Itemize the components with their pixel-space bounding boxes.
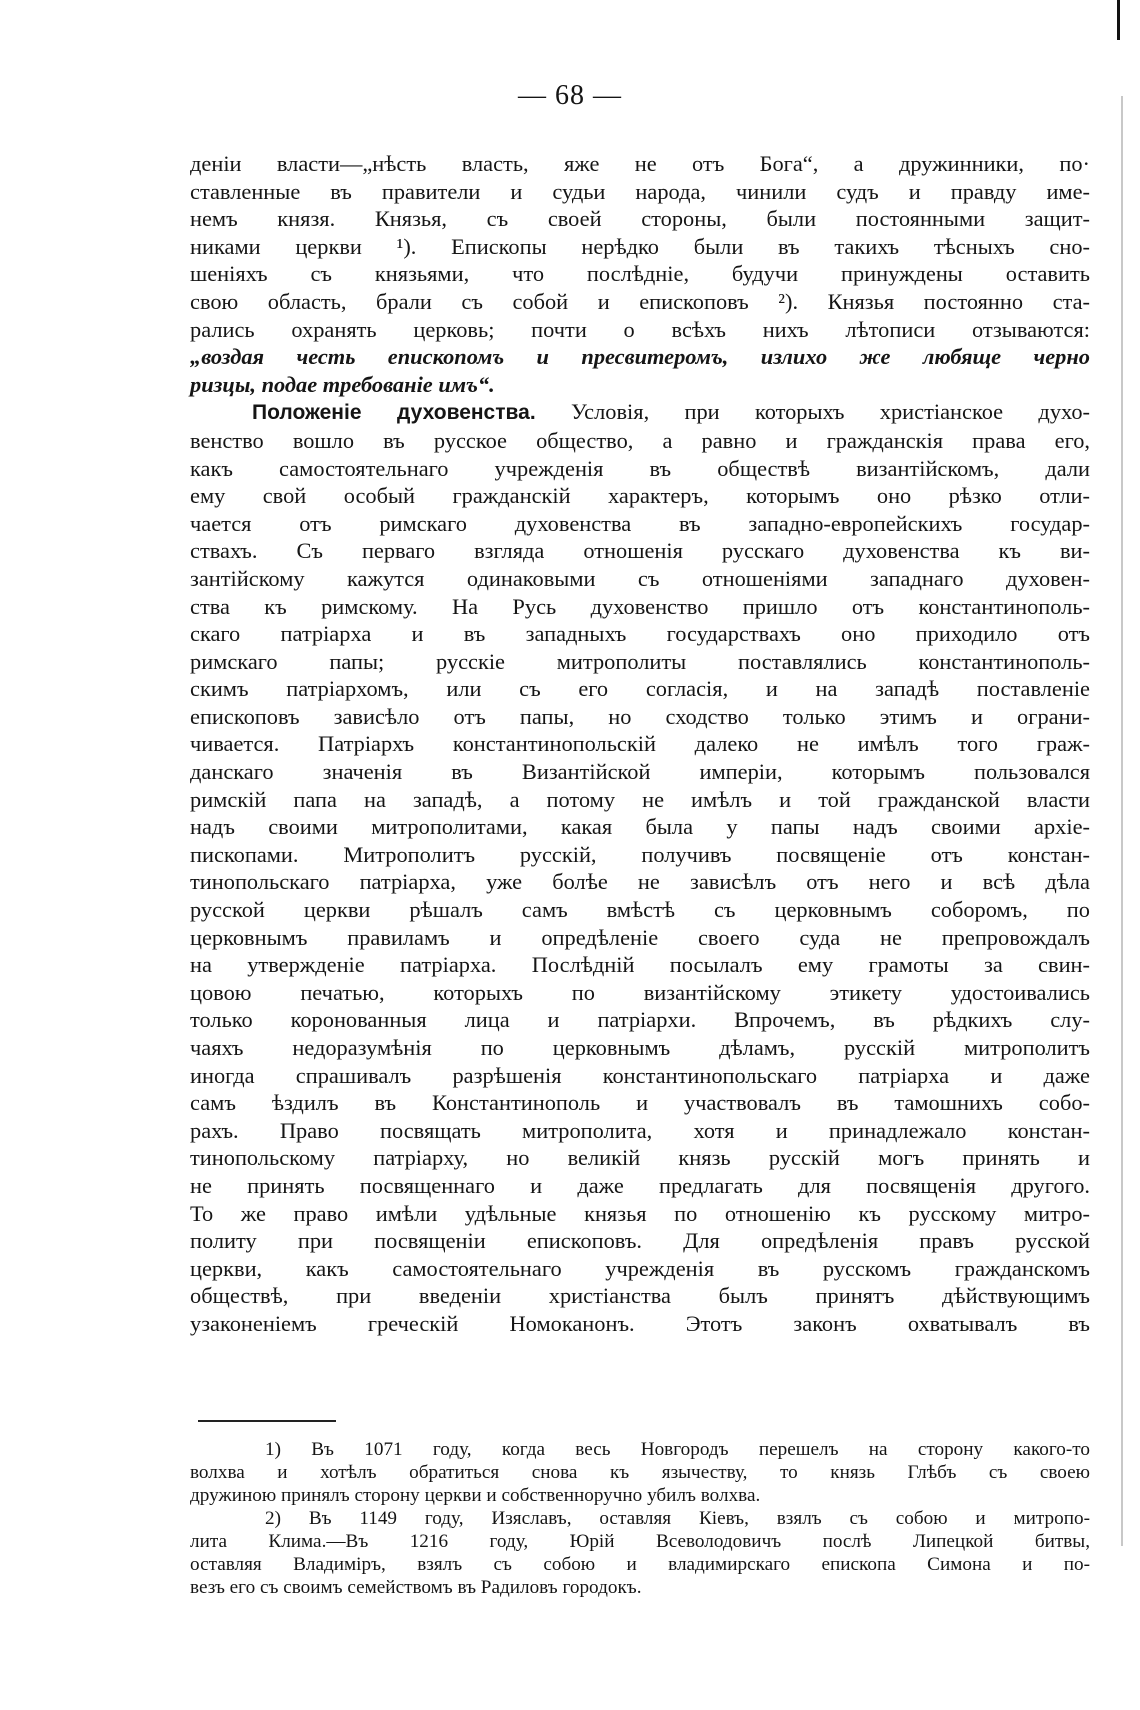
text-line: ствахъ. Съ перваго взгляда отношенiя русскаго духовенства къ ви- [190,538,1090,564]
text-line: скимъ патрiархомъ, или съ его согласiя, и на западѣ поставленiе [190,676,1090,702]
text-line: церкви, какъ самостоятельнаго учрежденiя въ русскомъ гражданскомъ [190,1255,1090,1281]
text-line: русской церкви рѣшалъ самъ вмѣстѣ съ церковнымъ соборомъ, по [190,897,1090,923]
section-first-line-text: Условiя, при которыхъ христiанское духо- [535,399,1091,425]
text-line: ставленные въ правители и судьи народа, чинили судъ и правду име- [190,178,1090,204]
scan-edge-mark [1117,0,1120,40]
text-line: венство вошло въ русское общество, а равно и гражданскiя права его, [190,427,1090,453]
section-first-line [190,398,1090,427]
text-line: епископовъ зависѣло отъ папы, но сходство только этимъ и ограни- [190,703,1090,729]
text-line: никами церкви ¹). Епископы нерѣдко были въ такихъ тѣсныхъ сно- [190,233,1090,259]
footnote-1-line: волхва и хотѣлъ обратиться снова къ язычеству, то князь Глѣбъ съ своею [190,1462,1090,1483]
text-line: тинопольскому патрiарху, но великiй князь русскiй могъ принять и [190,1145,1090,1171]
text-line: надъ своими митрополитами, какая была у папы надъ своими архiе- [190,814,1090,840]
text-line: иногда спрашивалъ разрѣшенiя константинопольскаго патрiарха и даже [190,1062,1090,1088]
section-heading: Положенiе духовенства. [252,401,536,425]
text-line: какъ самостоятельнаго учрежденiя въ обществѣ византiйскомъ, дали [190,455,1090,481]
footnote-separator [198,1420,336,1422]
text-line: данскаго значенiя въ Византiйской имперiи, которымъ пользовался [190,759,1090,785]
text-line: шенiяхъ съ князьями, что послѣднiе, будучи принуждены оставить [190,261,1090,287]
text-line: немъ князя. Князья, съ своей стороны, были постоянными защит- [190,206,1090,232]
text-line: римскаго папы; русскiе митрополиты поставлялись константинополь- [190,648,1090,674]
text-line: зантiйскому кажутся одинаковыми съ отношенiями западнаго духовен- [190,565,1090,591]
text-line: политу при посвященiи епископовъ. Для опредѣленiя правъ русской [190,1228,1090,1254]
text-line: обществѣ, при введенiи христiанства былъ принятъ дѣйствующимъ [190,1283,1090,1309]
quote-line: „воздая честь епископомъ и пресвитеромъ, излихо же любяще черно [190,344,1090,370]
text-line: римскiй папа на западѣ, а потому не имѣлъ и той гражданской власти [190,786,1090,812]
text-line: на утвержденiе патрiарха. Послѣднiй посылалъ ему грамоты за свин- [190,952,1090,978]
footnote-2-line: 2) Въ 1149 году, Изяславъ, оставляя Кiевъ, взялъ съ собою и митропо- [265,1508,1090,1529]
page-number: — 68 — [518,80,622,111]
text-line: узаконенiемъ греческiй Номоканонъ. Этотъ законъ охватывалъ въ [190,1310,1090,1336]
text-line: То же право имѣли удѣльные князья по отношенiю къ русскому митро- [190,1200,1090,1226]
footnote-1-line: 1) Въ 1071 году, когда весь Новгородъ перешелъ на сторону какого-то [265,1439,1090,1460]
footnote-1-line: дружиною принялъ сторону церкви и собственноручно убилъ волхва. [190,1485,761,1506]
text-line: только коронованныя лица и патрiархи. Впрочемъ, въ рѣдкихъ слу- [190,1007,1090,1033]
text-line: чивается. Патрiархъ константинопольскiй далеко не имѣлъ того граж- [190,731,1090,757]
footnotes [190,1438,1090,1599]
text-line: чается отъ римскаго духовенства въ западно-европейскихъ государ- [190,510,1090,536]
text-line: чаяхъ недоразумѣнiя по церковнымъ дѣламъ, русскiй митрополитъ [190,1035,1090,1060]
footnote-2-line: оставляя Владимiръ, взялъ съ собою и владимирскаго епископа Симона и по- [190,1554,1090,1575]
text-line: свою область, брали съ собой и епископовъ ²). Князья постоянно ста- [190,288,1090,314]
footnote-2-line: везъ его съ своимъ семействомъ въ Радиловъ городокъ. [190,1577,642,1598]
text-line: пископами. Митрополитъ русскiй, получивъ посвященiе отъ констан- [190,841,1090,867]
text-line: рались охранять церковь; почти о всѣхъ нихъ лѣтописи отзываются: [190,316,1090,342]
footnote-2-line: лита Клима.—Въ 1216 году, Юрiй Всеволодовичъ послѣ Липецкой битвы, [190,1531,1090,1552]
text-line: тинопольскаго патрiарха, уже болѣе не зависѣлъ отъ него и всѣ дѣла [190,869,1090,895]
text-line: рахъ. Право посвящать митрополита, хотя и принадлежало констан- [190,1117,1090,1143]
text-line: ему свой особый гражданскiй характеръ, которымъ оно рѣзко отли- [190,483,1090,509]
text-line: самъ ѣздилъ въ Константинополь и участвовалъ въ тамошнихъ собо- [190,1090,1090,1116]
main-text [190,150,1090,1338]
text-line: цовою печатью, которыхъ по византiйскому этикету удостоивались [190,979,1090,1005]
quote-line: ризцы, подае требованiе имъ“. [190,371,495,397]
text-line: не принять посвященнаго и даже предлагать для посвященiя другого. [190,1172,1090,1198]
text-line: скаго патрiарха и въ западныхъ государствахъ оно приходило отъ [190,621,1090,647]
scan-edge-line [1121,96,1123,1546]
text-line: денiи власти—„нѣсть власть, яже не отъ Бога“, а дружинники, по· [190,151,1090,176]
text-line: церковнымъ правиламъ и опредѣленiе своего суда не препровождалъ [190,924,1090,950]
text-line: ства къ римскому. На Русь духовенство пришло отъ константинополь- [190,593,1090,619]
